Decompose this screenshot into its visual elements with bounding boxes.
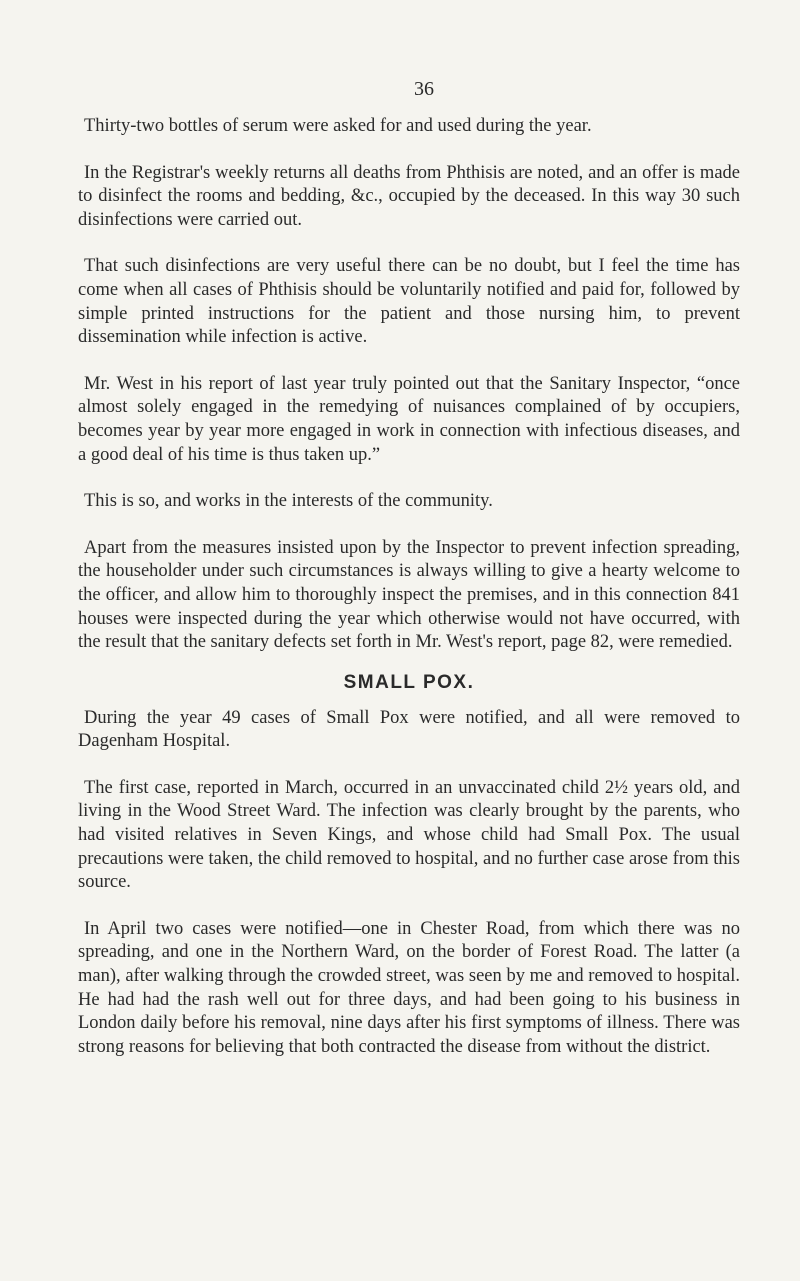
- paragraph-disinfections: That such disinfections are very useful there can be no doubt, but I feel the time has come when all cases of Phthisis should be voluntarily notified and paid for, followed by simple printed instructions for the patient and those nursing him, to prevent dissemination while infection is active.: [78, 256, 740, 348]
- paragraph-inspections: Apart from the measures insisted upon by the Inspector to prevent infection spreading, the householder under such circumstances is always willing to give a hearty welcome to the officer, and allow him to thoroughly inspect the premises, and in this connection 841 houses were inspected during the year which otherwise would not have occurred, with the result that the sanitary defects set forth in Mr. West's report, page 82, were remedied.: [78, 537, 740, 653]
- paragraph-small-pox-cases: During the year 49 cases of Small Pox were notified, and all were removed to Dagenham Hospital.: [78, 707, 740, 752]
- section-heading-small-pox: SMALL POX.: [343, 671, 475, 693]
- paragraph-phthisis-returns: In the Registrar's weekly returns all deaths from Phthisis are noted, and an offer is made to disinfect the rooms and bedding, &c., occupied by the deceased. In this way 30 such disinfections were carried out.: [78, 162, 740, 230]
- page-number: 36: [414, 78, 434, 100]
- paragraph-first-case: The first case, reported in March, occurred in an unvaccinated child 2½ years old, and living in the Wood Street Ward. The infection was clearly brought by the parents, who had visited relatives in Seven Kings, and whose child had Small Pox. The usual precautions were taken, the child removed to hospital, and no further case arose from this source.: [78, 777, 740, 893]
- paragraph-mr-west-report: Mr. West in his report of last year truly pointed out that the Sanitary Inspector, “once almost solely engaged in the remedying of nuisances complained of by occupiers, becomes year by year more engaged in work in connection with infectious diseases, and a good deal of his time is thus taken up.”: [78, 373, 740, 465]
- document-page: [78, 78, 740, 1082]
- paragraph-community: This is so, and works in the interests of the community.: [84, 491, 493, 512]
- paragraph-serum: Thirty-two bottles of serum were asked for and used during the year.: [84, 116, 592, 136]
- paragraph-april-cases: In April two cases were notified—one in Chester Road, from which there was no spreading, and one in the Northern Ward, on the border of Forest Road. The latter (a man), after walking through the crowded street, was seen by me and removed to hospital. He had had the rash well out for three days, and had been going to his business in London daily before his removal, nine days after his first symptoms of illness. There was strong reasons for believing that both contracted the disease from without the district.: [78, 918, 740, 1057]
